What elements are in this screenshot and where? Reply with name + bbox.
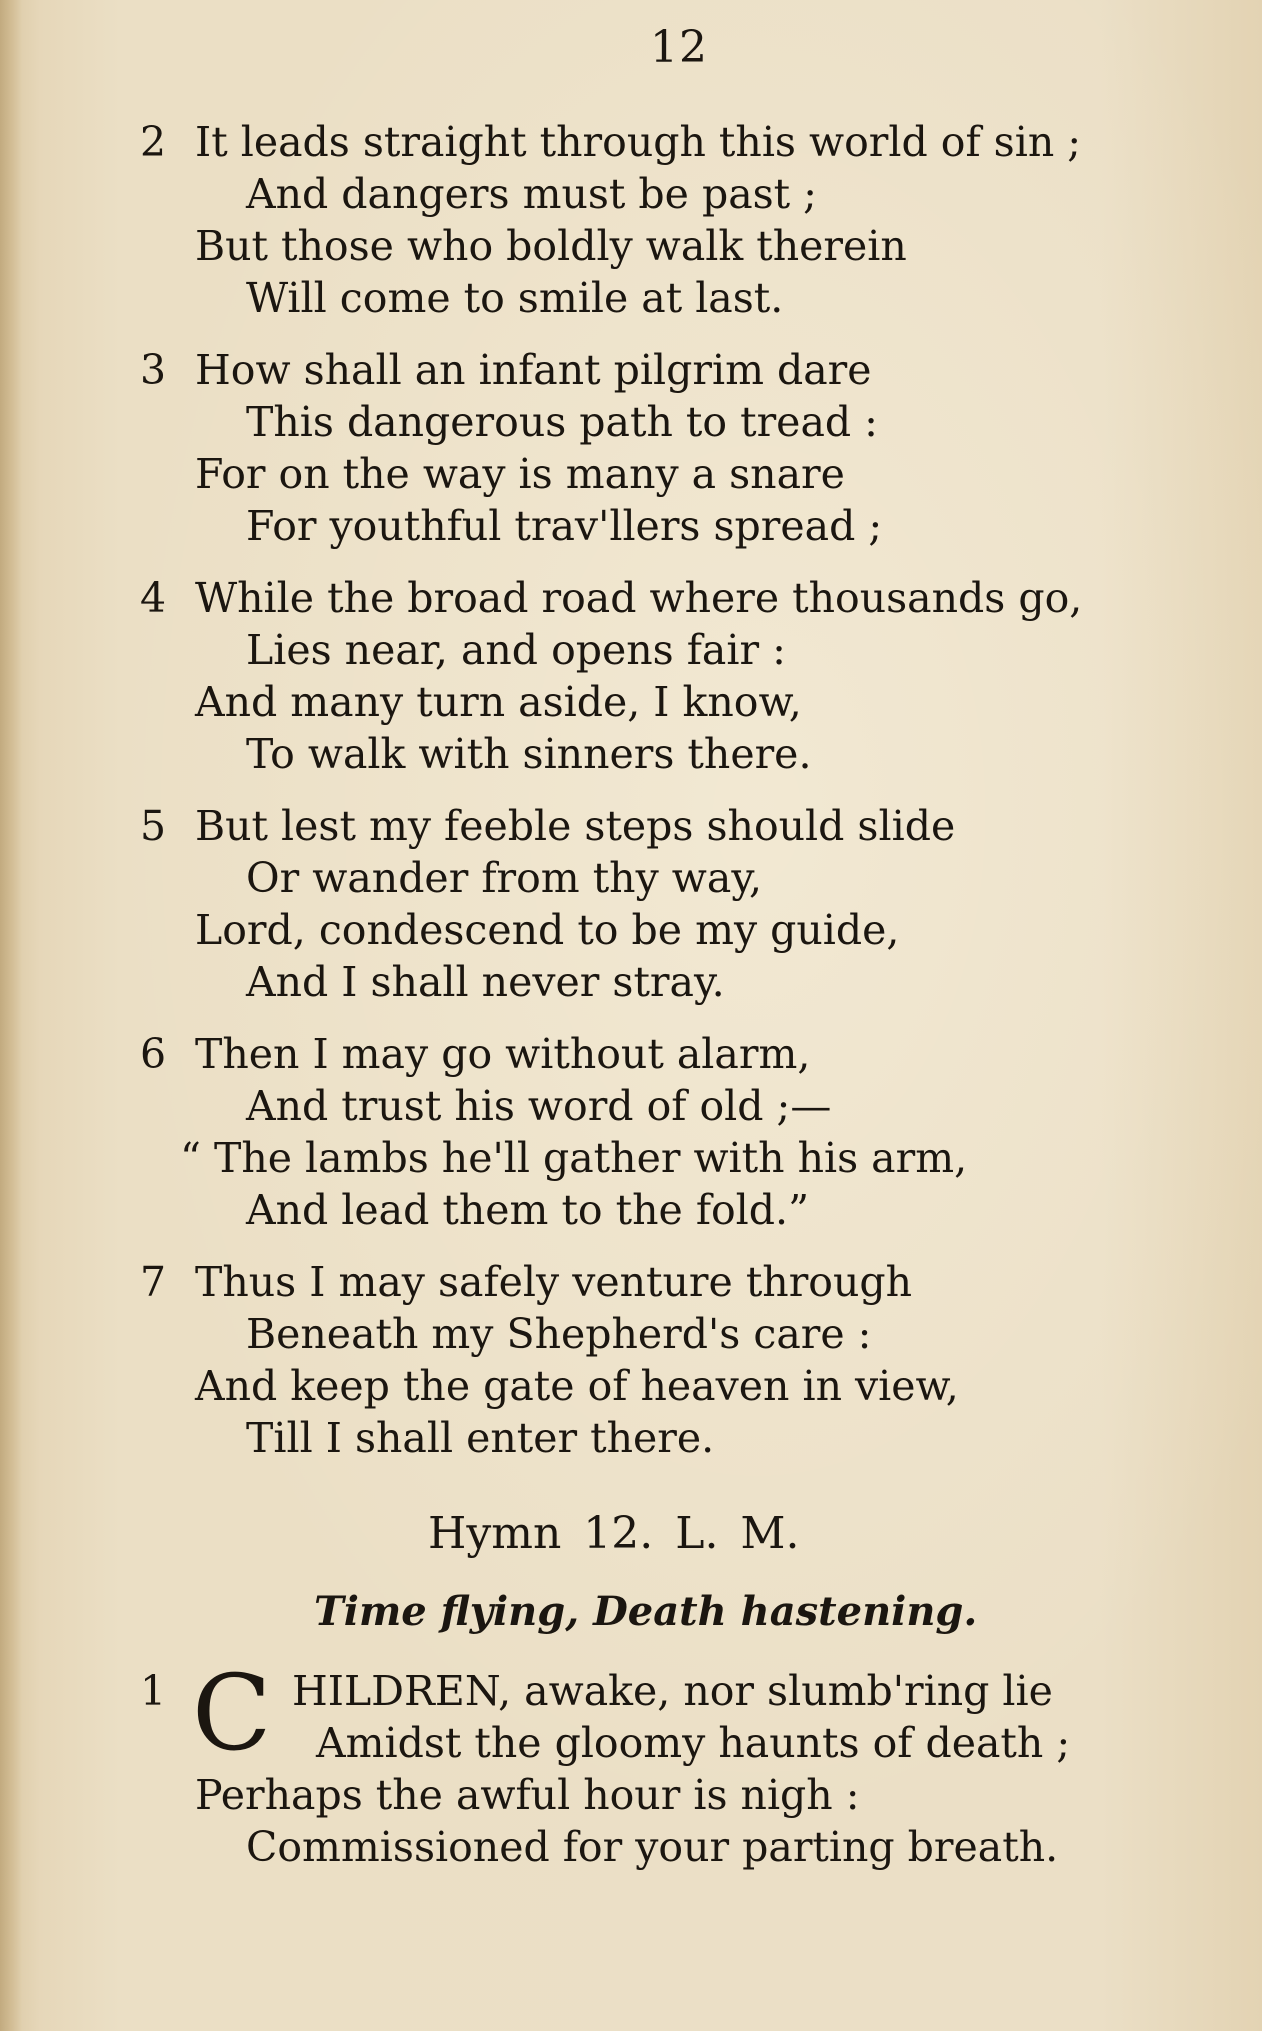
- stanza-5: [140, 800, 955, 1008]
- verse-line: Lord, condescend to be my guide,: [195, 906, 900, 954]
- verse-line: Till I shall enter there.: [246, 1414, 715, 1462]
- verse-line: To walk with sinners there.: [246, 730, 812, 778]
- stanza-6: [140, 1028, 967, 1236]
- stanza-7: [140, 1256, 959, 1464]
- verse-line: HILDREN, awake, nor slumb'ring lie: [292, 1667, 1053, 1715]
- verse-line: And many turn aside, I know,: [195, 678, 802, 726]
- verse-line: Amidst the gloomy haunts of death ;: [316, 1719, 1071, 1767]
- stanza-3: [140, 344, 882, 552]
- verse-line: This dangerous path to tread :: [246, 398, 878, 446]
- verse-line: Will come to smile at last.: [246, 274, 784, 322]
- verse-line: But lest my feeble steps should slide: [195, 802, 956, 850]
- stanza-number: 1: [140, 1667, 167, 1715]
- verse-line: Thus I may safely venture through: [195, 1258, 913, 1306]
- verse-line: And trust his word of old ;—: [246, 1082, 832, 1130]
- verse-line: But those who boldly walk therein: [195, 222, 907, 270]
- stanza-number: 3: [140, 346, 167, 394]
- stanza-4: [140, 572, 1082, 780]
- stanza-number: 5: [140, 802, 167, 850]
- stanza-1: [140, 1652, 1071, 1873]
- verse-line: It leads straight through this world of sin ;: [195, 118, 1082, 166]
- verse-line: Commissioned for your parting breath.: [246, 1823, 1059, 1871]
- stanza-number: 6: [140, 1030, 167, 1078]
- stanza-number: 7: [140, 1258, 167, 1306]
- page-binding-edge: [0, 0, 22, 2031]
- verse-line: And I shall never stray.: [246, 958, 725, 1006]
- verse-line: Then I may go without alarm,: [195, 1030, 811, 1078]
- stanza-2: [140, 116, 1081, 324]
- verse-line: For youthful trav'llers spread ;: [246, 502, 883, 550]
- verse-line: And lead them to the fold.”: [246, 1186, 810, 1234]
- hymn-heading: Hymn 12. L. M.: [428, 1508, 800, 1559]
- page-number: 12: [650, 22, 708, 73]
- verse-line: Lies near, and opens fair :: [246, 626, 786, 674]
- verse-line: And dangers must be past ;: [246, 170, 817, 218]
- verse-line: How shall an infant pilgrim dare: [195, 346, 872, 394]
- verse-line: And keep the gate of heaven in view,: [195, 1362, 959, 1410]
- verse-line: “ The lambs he'll gather with his arm,: [180, 1134, 968, 1182]
- stanza-number: 2: [140, 118, 167, 166]
- verse-line: Beneath my Shepherd's care :: [246, 1310, 872, 1358]
- stanza-number: 4: [140, 574, 167, 622]
- verse-line: Perhaps the awful hour is nigh :: [195, 1771, 860, 1819]
- verse-line: Or wander from thy way,: [246, 854, 763, 902]
- verse-line: While the broad road where thousands go,: [195, 574, 1083, 622]
- drop-cap: C: [192, 1652, 272, 1774]
- hymn-subtitle: Time flying, Death hastening.: [314, 1588, 978, 1635]
- verse-line: For on the way is many a snare: [195, 450, 845, 498]
